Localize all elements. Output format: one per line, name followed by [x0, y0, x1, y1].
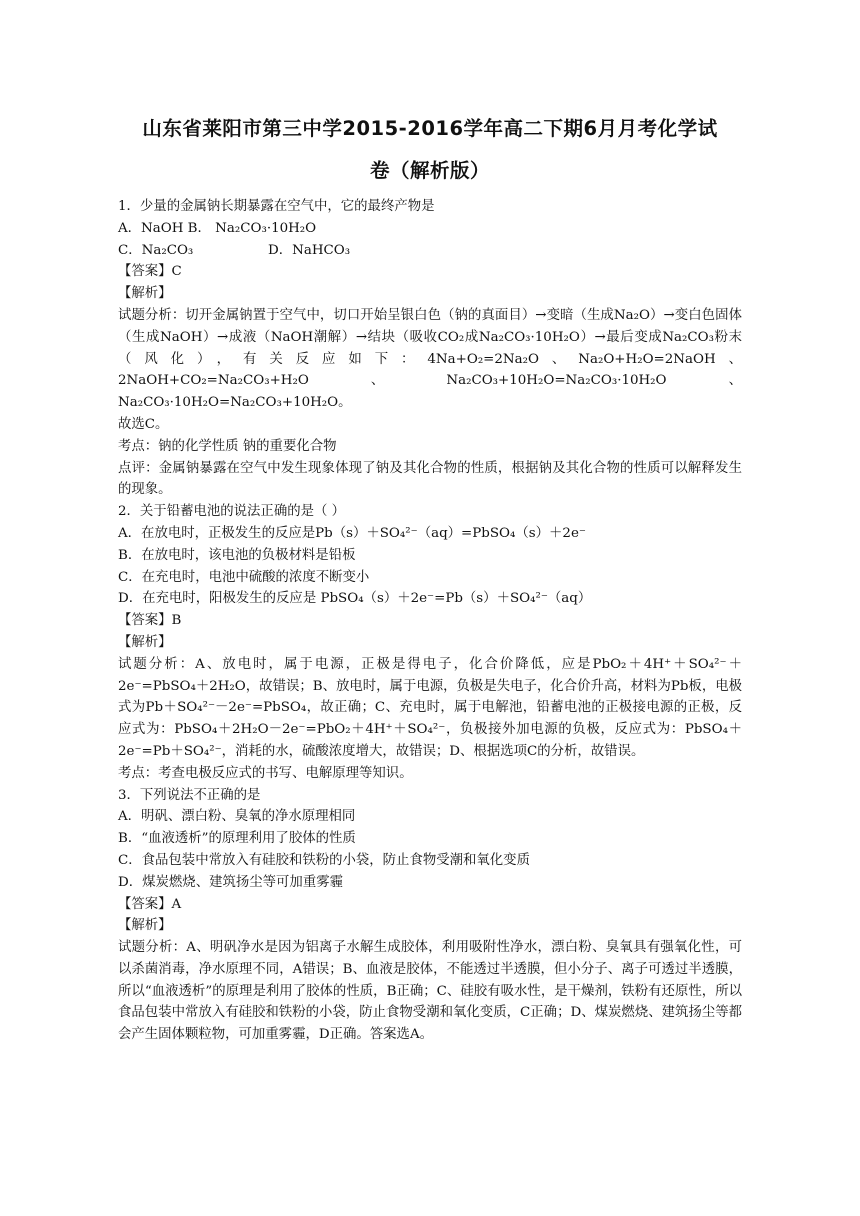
- question-1-options-ab: A．NaOH B． Na₂CO₃·10H₂O: [118, 220, 317, 236]
- question-1-knowledge-point: 考点：钠的化学性质 钠的重要化合物: [118, 438, 337, 454]
- question-3-option-d: D．煤炭燃烧、建筑扬尘等可加重雾霾: [118, 874, 343, 890]
- title-line-2: 卷（解析版）: [369, 159, 490, 182]
- question-2-stem: 2．关于铅蓄电池的说法正确的是（ ）: [118, 504, 346, 520]
- question-2-option-b: B．在放电时，该电池的负极材料是铅板: [118, 547, 356, 563]
- question-3-option-b: B．“血液透析”的原理利用了胶体的性质: [118, 831, 356, 847]
- question-1-option-c: C．Na₂CO₃: [118, 242, 194, 258]
- document-title: [118, 108, 742, 192]
- question-3-option-a: A．明矾、漂白粉、臭氧的净水原理相同: [118, 809, 356, 825]
- question-2-option-d: D．在充电时，阳极发生的反应是 PbSO₄（s）＋2e⁻=Pb（s）＋SO₄²⁻（aq）: [118, 591, 592, 607]
- question-1-stem: 1．少量的金属钠长期暴露在空气中，它的最终产物是: [118, 199, 435, 214]
- question-1-options-cd: [118, 240, 742, 262]
- question-2-knowledge-point: 考点：考查电极反应式的书写、电解原理等知识。: [118, 765, 413, 781]
- question-3: [118, 785, 742, 1047]
- question-1-analysis-heading: 【解析】: [118, 286, 172, 302]
- question-1-analysis: 试题分析：切开金属钠置于空气中，切口开始呈银白色（钠的真面目）→变暗（生成Na₂O）→变白色固体（生成NaOH）→成液（NaOH潮解）→结块（吸收CO₂成Na₂CO₃·10H₂O）→最后变成Na₂CO₃粉末（风化），有关反应如下：4Na+O₂=2Na₂O、Na₂O+H₂O=2NaOH、2NaOH+CO₂=Na₂CO₃+H₂O、Na₂CO₃+10H₂O=Na₂CO₃·10H₂O、Na₂CO₃·10H₂O=Na₂CO₃+10H₂O。: [118, 307, 742, 411]
- question-1-comment: 点评：金属钠暴露在空气中发生现象体现了钠及其化合物的性质，根据钠及其化合物的性质可以解释发生的现象。: [118, 460, 742, 498]
- question-1: [118, 196, 742, 501]
- question-2-analysis: 试题分析：A、放电时，属于电源，正极是得电子，化合价降低，应是PbO₂＋4H⁺＋SO₄²⁻＋2e⁻=PbSO₄＋2H₂O，故错误；B、放电时，属于电源，负极是失电子，化合价升高，材料为Pb板，电极式为Pb＋SO₄²⁻－2e⁻=PbSO₄，故正确；C、充电时，属于电解池，铅蓄电池的正极接电源的正极，反应式为：PbSO₄＋2H₂O－2e⁻=PbO₂＋4H⁺＋SO₄²⁻，负极接外加电源的负极，反应式为：PbSO₄＋2e⁻=Pb＋SO₄²⁻，消耗的水，硫酸浓度增大，故错误；D、根据选项C的分析，故错误。: [118, 656, 742, 759]
- question-3-option-c: C．食品包装中常放入有硅胶和铁粉的小袋，防止食物受潮和氧化变质: [118, 852, 530, 868]
- question-1-option-d: D．NaHCO₃: [268, 242, 351, 258]
- question-3-stem: 3．下列说法不正确的是: [118, 787, 261, 803]
- question-2-option-c: C．在充电时，电池中硫酸的浓度不断变小: [118, 569, 370, 585]
- question-3-analysis: 试题分析：A、明矾净水是因为铝离子水解生成胶体，利用吸附性净水，漂白粉、臭氧具有强氧化性，可以杀菌消毒，净水原理不同，A错误；B、血液是胶体，不能透过半透膜，但小分子、离子可透过半透膜，所以“血液透析”的原理是利用了胶体的性质，B正确；C、硅胶有吸水性，是干燥剂，铁粉有还原性，所以食品包装中常放入有硅胶和铁粉的小袋，防止食物受潮和氧化变质，C正确；D、煤炭燃烧、建筑扬尘等都会产生固体颗粒物，可加重雾霾，D正确。答案选A。: [118, 940, 742, 1043]
- question-3-answer: 【答案】A: [118, 896, 182, 912]
- title-line-1: 山东省莱阳市第三中学2015-2016学年高二下期6月月考化学试: [142, 117, 718, 140]
- question-2: [118, 501, 742, 784]
- question-3-analysis-heading: 【解析】: [118, 918, 172, 934]
- question-1-conclusion: 故选C。: [118, 416, 169, 432]
- question-1-answer: 【答案】C: [118, 264, 182, 280]
- document-page: [118, 108, 742, 1046]
- question-2-analysis-heading: 【解析】: [118, 634, 172, 650]
- question-2-answer: 【答案】B: [118, 613, 182, 629]
- question-2-option-a: A．在放电时，正极发生的反应是Pb（s）＋SO₄²⁻（aq）=PbSO₄（s）＋2e⁻: [118, 525, 586, 541]
